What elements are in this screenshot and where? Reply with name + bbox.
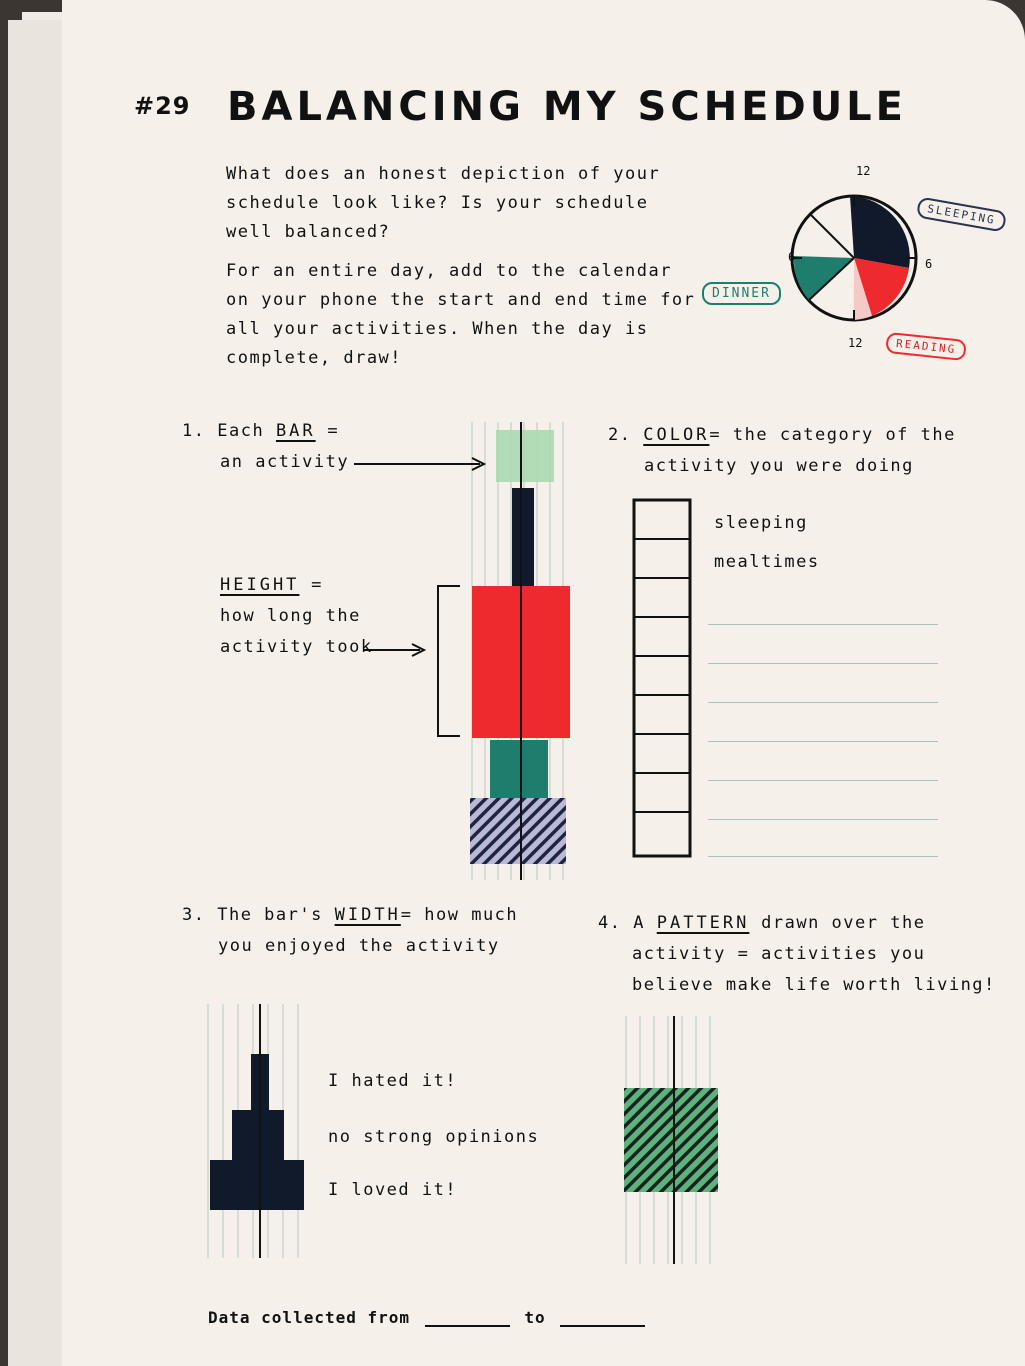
clock-label-12-top: 12 <box>856 164 871 178</box>
clock-label-6-left: 6 <box>788 250 796 264</box>
width-legend-loved: I loved it! <box>328 1180 458 1200</box>
height-post: = <box>311 575 323 595</box>
step-3-text <box>182 900 518 962</box>
step-1-line2: an activity <box>220 452 350 472</box>
dinner-tag: DINNER <box>702 282 781 305</box>
width-stacked-bar <box>210 1054 304 1210</box>
height-line2: how long the <box>220 606 361 626</box>
step-4-line3: believe make life worth living! <box>632 975 996 995</box>
legend-blank-line <box>708 780 938 781</box>
clock-label-6-right: 6 <box>925 257 933 271</box>
step-1-key: BAR <box>275 421 316 441</box>
color-legend-boxes <box>632 498 696 860</box>
arrow-icon <box>362 642 428 658</box>
step-3-line2: you enjoyed the activity <box>218 936 500 956</box>
legend-blank-line <box>708 856 938 857</box>
height-bracket <box>438 586 460 736</box>
step-4-pre: A <box>633 913 645 933</box>
end-date-blank[interactable] <box>560 1325 645 1327</box>
step-2-key: COLOR <box>643 425 710 445</box>
legend-blank-line <box>708 663 938 664</box>
dinner-bar <box>490 740 548 798</box>
legend-blank-line <box>708 702 938 703</box>
step-3-post: = how much <box>400 905 519 925</box>
legend-blank-line <box>708 624 938 625</box>
clock-pie-chart <box>790 180 920 330</box>
step-3-pre: The bar's <box>217 905 323 925</box>
footer-to: to <box>524 1308 546 1327</box>
step-2-number: 2. <box>608 425 632 445</box>
step-2-text <box>608 420 956 482</box>
start-date-blank[interactable] <box>425 1325 510 1327</box>
step-2-line2: activity you were doing <box>644 456 914 476</box>
step-4-line2: activity = activities you <box>632 944 926 964</box>
pattern-bar-green <box>624 1088 718 1192</box>
clock-label-12-bottom: 12 <box>848 336 863 350</box>
intro-text <box>226 160 706 383</box>
sleep-bar <box>512 488 534 586</box>
step-1-post: = <box>327 421 340 441</box>
mint-bar <box>496 430 554 482</box>
width-legend-neutral: no strong opinions <box>328 1127 540 1147</box>
page-title: BALANCING MY SCHEDULE <box>227 84 907 130</box>
sleeping-slice <box>850 196 910 268</box>
step-4-post: drawn over the <box>761 913 926 933</box>
footer-label: Data collected from <box>208 1308 411 1327</box>
step-1-pre: Each <box>217 421 265 441</box>
height-line3: activity took <box>220 637 373 657</box>
step-2-post: = the category of the <box>709 425 956 445</box>
step-3-key: WIDTH <box>334 905 401 925</box>
arrow-icon <box>352 456 492 472</box>
pattern-example-diagram <box>618 1016 728 1266</box>
page-number: #29 <box>134 92 191 120</box>
height-key: HEIGHT <box>220 575 300 595</box>
sleeping-tag: SLEEPING <box>916 196 1007 232</box>
book-page <box>62 0 1025 1366</box>
step-3-number: 3. <box>182 905 206 925</box>
step-1-number: 1. <box>182 421 206 441</box>
legend-sleeping: sleeping <box>714 513 808 533</box>
intro-paragraph-1: What does an honest depiction of your schedule look like? Is your schedule well balanced? <box>226 164 661 242</box>
pattern-bar <box>470 798 566 864</box>
step-4-number: 4. <box>598 913 622 933</box>
legend-blank-line <box>708 819 938 820</box>
width-example-diagram <box>202 1004 312 1260</box>
step-1-text <box>182 416 349 478</box>
step-4-key: PATTERN <box>656 913 750 933</box>
width-legend-hated: I hated it! <box>328 1071 458 1091</box>
legend-mealtimes: mealtimes <box>714 552 820 572</box>
reading-tag: READING <box>885 332 967 361</box>
step-4-text <box>598 908 996 1001</box>
intro-paragraph-2: For an entire day, add to the calendar on your phone the start and end time for all your activities. When the day is complete, draw! <box>226 261 696 368</box>
data-collected-footer <box>208 1308 649 1327</box>
legend-blank-line <box>708 741 938 742</box>
